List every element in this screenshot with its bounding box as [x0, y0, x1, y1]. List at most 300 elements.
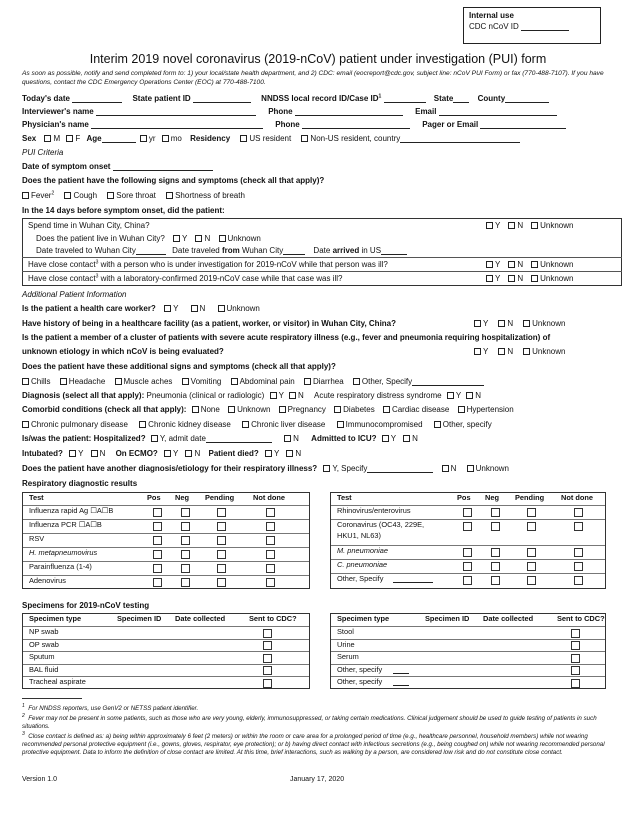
- chronic-liver-label: Chronic liver disease: [251, 420, 326, 429]
- specimen-type: BAL fluid: [29, 664, 59, 674]
- ecmo-n-checkbox[interactable]: [185, 450, 192, 457]
- icu-y-checkbox[interactable]: [382, 435, 389, 442]
- cluster-n-checkbox[interactable]: [498, 348, 505, 355]
- hospitalized-row: [22, 434, 418, 443]
- table-row: [331, 639, 605, 652]
- not-done-checkbox[interactable]: [266, 578, 275, 587]
- muscle-aches-label: Muscle aches: [123, 377, 173, 386]
- test-name: Rhinovirus/enterovirus: [337, 506, 411, 515]
- table-row: [23, 533, 309, 547]
- test-name: Parainfluenza (1-4): [29, 562, 92, 571]
- column-header: Pending: [205, 493, 235, 502]
- n-label: N: [517, 221, 524, 230]
- age-mo-checkbox[interactable]: [162, 135, 169, 142]
- pending-checkbox[interactable]: [217, 564, 226, 573]
- additional-info-heading: Additional Patient Information: [22, 290, 127, 299]
- sore-throat-checkbox[interactable]: [107, 192, 114, 199]
- test-name: Influenza rapid Ag ☐A☐B: [29, 506, 114, 515]
- intubated-label: Intubated?: [22, 449, 63, 458]
- internal-use-title: Internal use: [469, 11, 514, 20]
- died-n-checkbox[interactable]: [286, 450, 293, 457]
- hcw-y-checkbox[interactable]: [164, 305, 171, 312]
- pos-checkbox[interactable]: [153, 536, 162, 545]
- date-from-label-post: Wuhan City: [241, 246, 284, 255]
- other-signs-field[interactable]: [412, 378, 484, 386]
- pending-checkbox[interactable]: [217, 550, 226, 559]
- hospitalized-n-checkbox[interactable]: [284, 435, 291, 442]
- unknown-label: Unknown: [226, 304, 260, 313]
- y-label: Y: [483, 347, 489, 356]
- not-done-checkbox[interactable]: [266, 536, 275, 545]
- another-diagnosis-label: Does the patient have another diagnosis/etiology for their respiratory illness?: [22, 464, 318, 473]
- ecmo-y-checkbox[interactable]: [164, 450, 171, 457]
- date-arrived-label-bold: arrived: [332, 246, 360, 255]
- headache-checkbox[interactable]: [60, 378, 67, 385]
- date-from-label-pre: Date traveled: [172, 246, 220, 255]
- icu-n-checkbox[interactable]: [403, 435, 410, 442]
- test-name: Other, Specify: [337, 574, 384, 583]
- spend-unknown-checkbox[interactable]: [531, 222, 538, 229]
- y-label: Y: [455, 391, 462, 400]
- footnote-mark: 2: [22, 713, 25, 719]
- facility-question: Have history of being in a healthcare facility (as a patient, worker, or visitor) in Wuhan City, China?: [22, 319, 397, 328]
- n-label: N: [99, 449, 106, 458]
- neg-checkbox[interactable]: [181, 550, 190, 559]
- pending-checkbox[interactable]: [217, 536, 226, 545]
- spend-n-checkbox[interactable]: [508, 222, 515, 229]
- column-header: Test: [29, 493, 44, 502]
- comorbid-unknown-checkbox[interactable]: [228, 406, 235, 413]
- neg-checkbox[interactable]: [491, 576, 500, 585]
- pos-checkbox[interactable]: [463, 576, 472, 585]
- live-unknown-checkbox[interactable]: [219, 235, 226, 242]
- column-header: Pos: [457, 493, 471, 502]
- specimen-type: Tracheal aspirate: [29, 677, 86, 687]
- test-name: Coronavirus (OC43, 229E,: [337, 520, 425, 529]
- column-header: Date collected: [175, 614, 226, 623]
- divider: [22, 271, 622, 272]
- column-header: Specimen type: [29, 614, 82, 623]
- vomiting-label: Vomiting: [190, 377, 222, 386]
- pneumonia-n-checkbox[interactable]: [289, 392, 296, 399]
- date-from-label-bold: from: [221, 246, 240, 255]
- us-resident-label: US resident: [249, 134, 292, 143]
- column-header: Specimen type: [337, 614, 390, 623]
- hypertension-checkbox[interactable]: [458, 406, 465, 413]
- test-name: Influenza PCR ☐A☐B: [29, 520, 102, 529]
- close-contact-pui-row: [28, 260, 388, 269]
- column-header: Pending: [515, 493, 545, 502]
- close2-n-checkbox[interactable]: [508, 275, 515, 282]
- ecmo-label: On ECMO?: [115, 449, 158, 458]
- spend-y-checkbox[interactable]: [486, 222, 493, 229]
- close-contact-confirmed-rest: with a laboratory-confirmed 2019-nCoV case while that case was ill?: [98, 274, 343, 283]
- muscle-aches-checkbox[interactable]: [115, 378, 122, 385]
- pregnancy-checkbox[interactable]: [279, 406, 286, 413]
- specimen-type: Stool: [337, 627, 354, 636]
- unknown-label: Unknown: [475, 464, 510, 473]
- specimen-type: NP swab: [29, 627, 59, 636]
- cough-label: Cough: [73, 191, 98, 200]
- age-yr-checkbox[interactable]: [140, 135, 147, 142]
- table-row: [331, 664, 605, 677]
- pos-checkbox[interactable]: [153, 508, 162, 517]
- n-label: N: [450, 464, 457, 473]
- pos-checkbox[interactable]: [153, 550, 162, 559]
- date-arrived-label-post: in US: [361, 246, 382, 255]
- test-name: Adenovirus: [29, 576, 66, 585]
- chronic-kidney-checkbox[interactable]: [139, 421, 146, 428]
- hcw-unknown-checkbox[interactable]: [218, 305, 225, 312]
- table-row: [331, 519, 605, 545]
- pending-checkbox[interactable]: [527, 508, 536, 517]
- county-field[interactable]: [505, 95, 549, 103]
- sent-to-cdc-checkbox[interactable]: [571, 629, 580, 638]
- column-header: Test: [337, 493, 352, 502]
- pending-checkbox[interactable]: [527, 562, 536, 571]
- email-field[interactable]: [439, 108, 557, 116]
- table-row: [23, 547, 309, 561]
- form-date: January 17, 2020: [290, 776, 345, 783]
- n-label: N: [507, 319, 514, 328]
- column-header: Not done: [561, 493, 594, 502]
- specimen-type: Other, specify: [337, 664, 383, 674]
- pending-checkbox[interactable]: [217, 522, 226, 531]
- not-done-checkbox[interactable]: [574, 562, 583, 571]
- intubated-y-checkbox[interactable]: [69, 450, 76, 457]
- live-y-checkbox[interactable]: [173, 235, 180, 242]
- immunocompromised-label: Immunocompromised: [345, 420, 423, 429]
- sent-to-cdc-checkbox[interactable]: [263, 641, 272, 650]
- n-label: N: [204, 234, 211, 243]
- y-label: Y: [182, 234, 188, 243]
- not-done-checkbox[interactable]: [574, 576, 583, 585]
- not-done-checkbox[interactable]: [266, 564, 275, 573]
- table-row: [23, 519, 309, 533]
- cluster-question-line2: unknown etiology in which nCoV is being evaluated?: [22, 347, 224, 356]
- pending-checkbox[interactable]: [527, 576, 536, 585]
- facility-ynu: [474, 319, 565, 328]
- headache-label: Headache: [68, 377, 106, 386]
- test-name: HKU1, NL63): [337, 531, 381, 540]
- pending-checkbox[interactable]: [527, 548, 536, 557]
- other-specify-field[interactable]: [393, 666, 409, 674]
- n-label: N: [475, 391, 482, 400]
- table-row: [23, 561, 309, 575]
- table-row: [23, 664, 309, 677]
- other-comorbid-checkbox[interactable]: [434, 421, 441, 428]
- non-us-checkbox[interactable]: [301, 135, 308, 142]
- column-header: Neg: [175, 493, 189, 502]
- n-label: N: [412, 434, 418, 443]
- pending-checkbox[interactable]: [217, 508, 226, 517]
- pos-checkbox[interactable]: [463, 562, 472, 571]
- footnote-3: [22, 731, 622, 757]
- specimen-type: Urine: [337, 639, 355, 649]
- chronic-pulmonary-checkbox[interactable]: [22, 421, 29, 428]
- fever-checkbox[interactable]: [22, 192, 29, 199]
- sex-f-checkbox[interactable]: [66, 135, 73, 142]
- died-label: Patient died?: [208, 449, 259, 458]
- sent-to-cdc-checkbox[interactable]: [263, 629, 272, 638]
- specimen-type: Serum: [337, 652, 359, 662]
- todays-date-field[interactable]: [72, 95, 122, 103]
- vomiting-checkbox[interactable]: [182, 378, 189, 385]
- table-row: [23, 505, 309, 519]
- spec-table-right: [330, 613, 606, 689]
- sent-to-cdc-checkbox[interactable]: [263, 654, 272, 663]
- died-y-checkbox[interactable]: [265, 450, 272, 457]
- diabetes-label: Diabetes: [343, 405, 375, 414]
- hcw-n-checkbox[interactable]: [191, 305, 198, 312]
- sob-label: Shortness of breath: [175, 191, 245, 200]
- test-name: H. metapneumovirus: [29, 548, 98, 557]
- specimen-type: Sputum: [29, 652, 55, 662]
- cluster-question-line1: Is the patient a member of a cluster of patients with severe acute respiratory illness (e.g., fever and pneumonia requiring hospitalization) of: [22, 333, 551, 342]
- footnote-mark-3: 3: [95, 259, 99, 266]
- pneumonia-label: Pneumonia (clinical or radiologic): [146, 391, 265, 400]
- chronic-liver-checkbox[interactable]: [242, 421, 249, 428]
- neg-checkbox[interactable]: [491, 548, 500, 557]
- abdominal-pain-checkbox[interactable]: [231, 378, 238, 385]
- ards-y-checkbox[interactable]: [447, 392, 454, 399]
- neg-checkbox[interactable]: [491, 562, 500, 571]
- n-label: N: [293, 434, 299, 443]
- pui-criteria-heading: PUI Criteria: [22, 148, 64, 157]
- sent-to-cdc-checkbox[interactable]: [571, 654, 580, 663]
- date-arrived-label-pre: Date: [313, 246, 331, 255]
- pos-checkbox[interactable]: [463, 548, 472, 557]
- spec-title: Specimens for 2019-nCoV testing: [22, 601, 150, 610]
- hospitalized-y-checkbox[interactable]: [151, 435, 158, 442]
- y-label: Y: [78, 449, 84, 458]
- none-label: None: [200, 405, 220, 414]
- cdc-ncov-id-label: CDC nCoV ID: [469, 22, 519, 32]
- not-done-checkbox[interactable]: [266, 508, 275, 517]
- close1-ynu: [486, 260, 573, 269]
- fever-footnote-mark: 2: [51, 190, 55, 197]
- close-contact-pui-label: Have close contact: [28, 260, 96, 269]
- immunocompromised-checkbox[interactable]: [337, 421, 344, 428]
- neg-checkbox[interactable]: [181, 536, 190, 545]
- neg-checkbox[interactable]: [491, 508, 500, 517]
- close1-unknown-checkbox[interactable]: [531, 261, 538, 268]
- sex-m-checkbox[interactable]: [44, 135, 51, 142]
- todays-date-label: Today's date: [22, 94, 70, 103]
- table-row: [23, 575, 309, 589]
- pneumonia-y-checkbox[interactable]: [270, 392, 277, 399]
- another-specify-field[interactable]: [367, 465, 433, 473]
- footnote-rule: [22, 698, 82, 699]
- table-row: [23, 626, 309, 639]
- table-row: [331, 651, 605, 664]
- internal-use-box: [463, 7, 601, 44]
- y-label: Y: [390, 434, 396, 443]
- sent-to-cdc-checkbox[interactable]: [571, 679, 580, 688]
- interviewer-label: Interviewer's name: [22, 107, 94, 116]
- table-row: [331, 545, 605, 559]
- cdc-ncov-id-field[interactable]: [521, 23, 569, 31]
- close-contact-confirmed-label: Have close contact: [28, 274, 96, 283]
- country-field[interactable]: [400, 135, 520, 143]
- state-patient-id-field[interactable]: [193, 95, 251, 103]
- spend-ynu: [486, 221, 573, 230]
- header-row-4: [22, 134, 520, 143]
- age-yr-label: yr: [148, 134, 156, 143]
- neg-checkbox[interactable]: [491, 522, 500, 531]
- n-label: N: [517, 260, 524, 269]
- footnote-2: [22, 713, 622, 731]
- resp-table-right: [330, 492, 606, 589]
- diagnosis-label: Diagnosis (select all that apply):: [22, 391, 145, 400]
- form-title: Interim 2019 novel coronavirus (2019-nCoV) patient under investigation (PUI) form: [89, 52, 547, 66]
- date-from-wuhan-field[interactable]: [283, 247, 305, 255]
- sent-to-cdc-checkbox[interactable]: [263, 666, 272, 675]
- state-patient-id-label: State patient ID: [132, 94, 191, 103]
- specimen-type: OP swab: [29, 639, 59, 649]
- addl-signs-row: [22, 377, 484, 386]
- table-row: [331, 573, 605, 587]
- neg-checkbox[interactable]: [181, 578, 190, 587]
- admit-date-label: Y, admit date: [159, 434, 206, 443]
- live-n-checkbox[interactable]: [195, 235, 202, 242]
- age-mo-label: mo: [170, 134, 182, 143]
- live-wuhan-label: Does the patient live in Wuhan City?: [36, 234, 165, 243]
- onset-label: Date of symptom onset: [22, 162, 111, 171]
- table-header-row: [23, 614, 309, 626]
- state-field[interactable]: [453, 95, 469, 103]
- none-checkbox[interactable]: [192, 406, 199, 413]
- close2-ynu: [486, 274, 573, 283]
- other-signs-label: Other, Specify: [361, 377, 413, 386]
- intubated-row: [22, 449, 301, 458]
- neg-checkbox[interactable]: [181, 522, 190, 531]
- date-to-wuhan-field[interactable]: [136, 247, 166, 255]
- column-header: Pos: [147, 493, 161, 502]
- sent-to-cdc-checkbox[interactable]: [571, 666, 580, 675]
- other-signs-checkbox[interactable]: [353, 378, 360, 385]
- y-label: Y: [495, 274, 501, 283]
- cluster-unknown-checkbox[interactable]: [523, 348, 530, 355]
- date-arrived-field[interactable]: [381, 247, 407, 255]
- diarrhea-checkbox[interactable]: [304, 378, 311, 385]
- onset-field[interactable]: [113, 163, 213, 171]
- pos-checkbox[interactable]: [463, 522, 472, 531]
- intubated-n-checkbox[interactable]: [91, 450, 98, 457]
- n-label: N: [517, 274, 524, 283]
- not-done-checkbox[interactable]: [574, 548, 583, 557]
- cough-checkbox[interactable]: [64, 192, 71, 199]
- other-specify-field[interactable]: [393, 575, 433, 583]
- admit-date-field[interactable]: [206, 435, 272, 443]
- another-unknown-checkbox[interactable]: [467, 465, 474, 472]
- pregnancy-label: Pregnancy: [287, 405, 326, 414]
- spec-table-left: [22, 613, 310, 689]
- footnote-mark: 1: [22, 703, 25, 709]
- n-label: N: [298, 391, 304, 400]
- not-done-checkbox[interactable]: [574, 508, 583, 517]
- sent-to-cdc-checkbox[interactable]: [571, 641, 580, 650]
- table-header-row: [23, 493, 309, 505]
- sob-checkbox[interactable]: [166, 192, 173, 199]
- unknown-label: Unknown: [532, 319, 566, 328]
- sex-label: Sex: [22, 134, 37, 143]
- header-row-3: [22, 120, 566, 129]
- another-n-checkbox[interactable]: [442, 465, 449, 472]
- nndss-field[interactable]: [384, 95, 426, 103]
- signs-question: Does the patient have the following signs and symptoms (check all that apply)?: [22, 176, 325, 185]
- n-label: N: [194, 449, 201, 458]
- age-label: Age: [86, 134, 102, 143]
- close1-n-checkbox[interactable]: [508, 261, 515, 268]
- neg-checkbox[interactable]: [181, 564, 190, 573]
- sent-to-cdc-checkbox[interactable]: [263, 679, 272, 688]
- facility-unknown-checkbox[interactable]: [523, 320, 530, 327]
- footnote-text: Close contact is defined as: a) being within approximately 6 feet (2 meters) or within the room or care area for a prolonged period of time (e.g., healthcare personnel, household members) while not wearing recommended personal protective equipment (i.e., gowns, gloves, respirator, eye protection); or b) having direct contact with infectious secretions (e.g., being coughed on) while not wearing recommended personal protective equipment. Data to inform the definition of close contact are limited. At this time, brief interactions, such as walking by a person, are considered low risk and do not constitute close contact.: [22, 733, 605, 757]
- footnote-mark: 3: [22, 731, 25, 737]
- y-label: Y: [278, 391, 284, 400]
- comorbid-row-2: [22, 420, 492, 429]
- not-done-checkbox[interactable]: [266, 522, 275, 531]
- cardiac-checkbox[interactable]: [383, 406, 390, 413]
- pager-field[interactable]: [480, 121, 566, 129]
- cluster-y-checkbox[interactable]: [474, 348, 481, 355]
- diabetes-checkbox[interactable]: [334, 406, 341, 413]
- signs-row: [22, 191, 245, 200]
- county-label: County: [477, 94, 506, 103]
- other-specify-field[interactable]: [393, 678, 409, 686]
- y-label: Y: [495, 260, 501, 269]
- us-resident-checkbox[interactable]: [240, 135, 247, 142]
- pending-checkbox[interactable]: [527, 522, 536, 531]
- facility-y-checkbox[interactable]: [474, 320, 481, 327]
- physician-field[interactable]: [91, 121, 263, 129]
- another-y-checkbox[interactable]: [323, 465, 330, 472]
- facility-n-checkbox[interactable]: [498, 320, 505, 327]
- close-contact-pui-rest: with a person who is under investigation for 2019-nCoV while that person was ill?: [98, 260, 388, 269]
- pos-checkbox[interactable]: [153, 578, 162, 587]
- pos-checkbox[interactable]: [463, 508, 472, 517]
- not-done-checkbox[interactable]: [574, 522, 583, 531]
- column-header: Not done: [253, 493, 286, 502]
- form-intro: As soon as possible, notify and send completed form to: 1) your local/state health department, and 2) CDC: email (eocreport@cdc.gov, subject line: nCoV PUI Form) or fax (770-488-7107). If you have questions, contact the CDC Emergency Operations Center (EOC) at 770-488-7100.: [22, 70, 604, 86]
- not-done-checkbox[interactable]: [266, 550, 275, 559]
- comorbid-unknown-label: Unknown: [237, 405, 271, 414]
- divider: [22, 257, 622, 258]
- pending-checkbox[interactable]: [217, 578, 226, 587]
- age-field[interactable]: [102, 135, 136, 143]
- y-label: Y: [483, 319, 489, 328]
- unknown-label: Unknown: [540, 260, 574, 269]
- test-name: M. pneumoniae: [337, 546, 388, 555]
- ards-n-checkbox[interactable]: [466, 392, 473, 399]
- nndss-label: NNDSS local record ID/Case ID: [261, 94, 379, 103]
- pos-checkbox[interactable]: [153, 522, 162, 531]
- chronic-kidney-label: Chronic kidney disease: [148, 420, 231, 429]
- phone1-field[interactable]: [295, 108, 403, 116]
- interviewer-field[interactable]: [96, 108, 256, 116]
- table-row: [331, 505, 605, 519]
- chills-checkbox[interactable]: [22, 378, 29, 385]
- neg-checkbox[interactable]: [181, 508, 190, 517]
- close2-unknown-checkbox[interactable]: [531, 275, 538, 282]
- pos-checkbox[interactable]: [153, 564, 162, 573]
- close2-y-checkbox[interactable]: [486, 275, 493, 282]
- column-header: Specimen ID: [425, 614, 470, 623]
- sex-f-label: F: [75, 134, 81, 143]
- phone2-field[interactable]: [302, 121, 410, 129]
- close1-y-checkbox[interactable]: [486, 261, 493, 268]
